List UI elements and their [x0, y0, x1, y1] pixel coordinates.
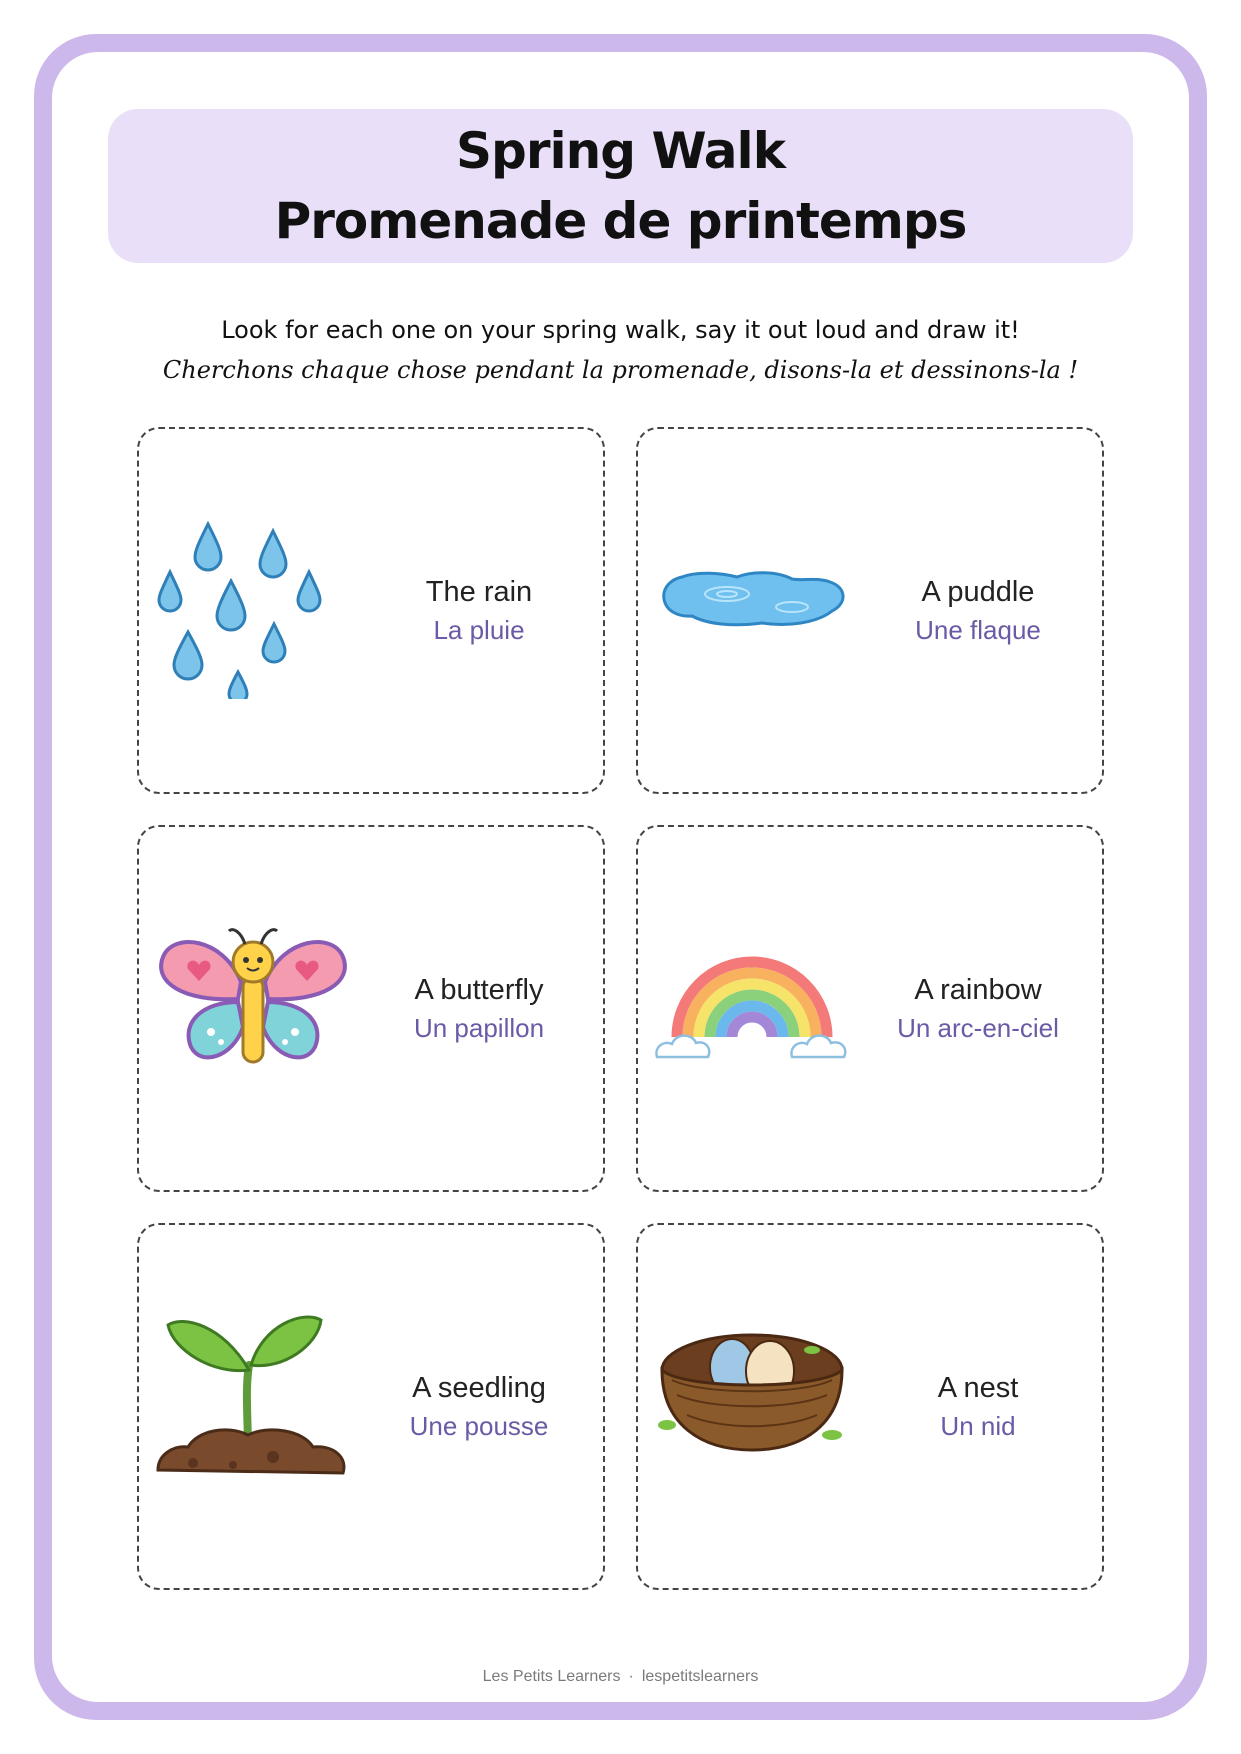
footer-brand: Les Petits Learners	[482, 1668, 621, 1685]
card-label-english: A butterfly	[414, 973, 544, 1006]
card-label-french: Une flaque	[915, 614, 1041, 645]
card-rainbow	[636, 825, 1104, 1192]
card-label-english: A puddle	[921, 575, 1035, 608]
butterfly-icon	[153, 897, 353, 1097]
card-seedling	[137, 1223, 605, 1590]
card-label-english: A nest	[937, 1371, 1019, 1404]
card-nest	[636, 1223, 1104, 1590]
footer	[0, 1668, 1241, 1686]
instructions-english: Look for each one on your spring walk, say it out loud and draw it!	[221, 316, 1020, 344]
nest-icon	[652, 1295, 852, 1495]
card-label-french: Une pousse	[409, 1410, 549, 1441]
title-english: Spring Walk	[456, 122, 785, 180]
card-label-english: The rain	[425, 575, 533, 608]
seedling-icon	[153, 1295, 353, 1495]
instructions	[108, 310, 1133, 390]
card-label-english: A seedling	[412, 1371, 546, 1404]
card-label-french: Un arc-en-ciel	[897, 1012, 1059, 1043]
rainbow-icon	[652, 897, 852, 1097]
card-label-french: Un nid	[940, 1410, 1016, 1441]
footer-handle: lespetitslearners	[641, 1668, 759, 1685]
footer-separator: ·	[628, 1668, 634, 1685]
card-label-french: La pluie	[433, 614, 525, 645]
card-label-english: A rainbow	[914, 973, 1042, 1006]
instructions-french: Cherchons chaque chose pendant la promenade, disons-la et dessinons-la !	[162, 356, 1079, 384]
puddle-icon	[652, 499, 852, 699]
rain-drops-icon	[153, 499, 353, 699]
title-banner	[108, 109, 1133, 263]
title-french: Promenade de printemps	[274, 192, 967, 250]
card-butterfly	[137, 825, 605, 1192]
card-rain	[137, 427, 605, 794]
card-puddle	[636, 427, 1104, 794]
card-label-french: Un papillon	[413, 1012, 545, 1043]
